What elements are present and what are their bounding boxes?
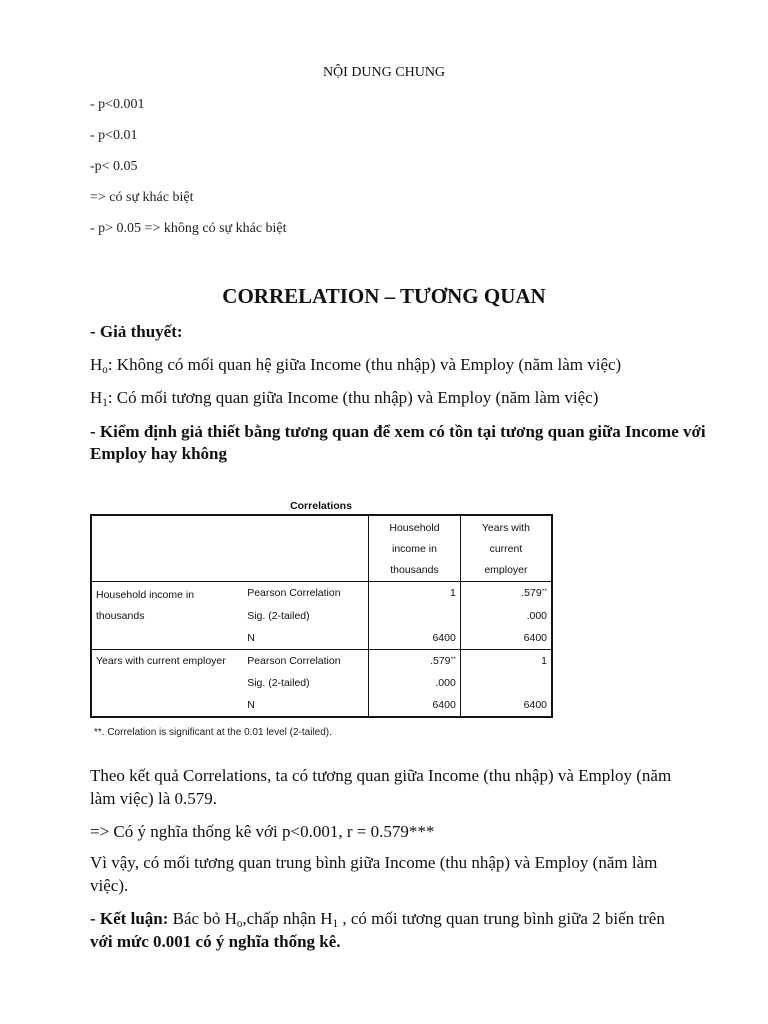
empty-header-cell bbox=[91, 515, 369, 582]
h0-subscript: o bbox=[102, 364, 108, 377]
row-variable-line: Household income in bbox=[96, 589, 195, 601]
stat-label: N bbox=[247, 699, 255, 711]
h0-line bbox=[90, 355, 621, 375]
table-cell bbox=[460, 582, 552, 605]
table-caption: Correlations bbox=[290, 500, 352, 512]
final-text: Bác bỏ H bbox=[172, 909, 237, 928]
table-cell: 1 bbox=[369, 582, 461, 605]
column-header bbox=[369, 515, 461, 582]
table-cell: 6400 bbox=[460, 627, 552, 650]
h0-text: : Không có mối quan hệ giữa Income (thu nhập) và Employ (năm làm việc) bbox=[107, 355, 622, 374]
pvalue-line: -p< 0.05 bbox=[90, 159, 138, 174]
row-variable-label bbox=[91, 582, 243, 628]
h1-subscript: 1 bbox=[102, 397, 108, 410]
table-cell: 1 bbox=[460, 650, 552, 673]
h1-text: : Có mối tương quan giữa Income (thu nhập) và Employ (năm làm việc) bbox=[107, 388, 599, 407]
table-cell: 6400 bbox=[369, 694, 461, 717]
pvalue-line: - p<0.01 bbox=[90, 128, 138, 143]
table-cell: .000 bbox=[460, 605, 552, 628]
column-header-line: income in bbox=[391, 543, 437, 555]
table-header-row bbox=[91, 515, 552, 582]
column-header-line: current bbox=[489, 543, 523, 555]
pvalue-line: => có sự khác biệt bbox=[90, 190, 194, 205]
column-header-line: thousands bbox=[390, 564, 439, 576]
so-line: việc). bbox=[90, 876, 129, 895]
pvalue-line: - p> 0.05 => không có sự khác biệt bbox=[90, 221, 287, 236]
result-line: làm việc) là 0.579. bbox=[90, 789, 217, 808]
stat-label: Sig. (2-tailed) bbox=[247, 609, 310, 622]
empty-cell bbox=[91, 694, 243, 717]
table-cell: 6400 bbox=[460, 694, 552, 717]
final-text: , có mối tương quan trung bình giữa 2 biến trên bbox=[338, 909, 665, 928]
column-header-line: Household bbox=[389, 522, 440, 534]
row-variable-label: Years with current employer bbox=[91, 650, 243, 673]
h0-symbol: H bbox=[90, 355, 103, 374]
table-row bbox=[91, 672, 552, 694]
pvalue-line: - p<0.001 bbox=[90, 97, 145, 112]
final-text: ,chấp nhận H bbox=[242, 909, 333, 928]
final-conclusion-line2: với mức 0.001 có ý nghĩa thống kê. bbox=[90, 932, 341, 951]
table-row bbox=[91, 627, 552, 650]
table-footnote: **. Correlation is significant at the 0.01 level (2-tailed). bbox=[94, 727, 332, 738]
table-row bbox=[91, 650, 552, 673]
table-cell bbox=[369, 650, 461, 673]
final-conclusion-line bbox=[90, 909, 665, 929]
stat-label: N bbox=[247, 632, 255, 644]
significance-marker: ** bbox=[541, 587, 547, 595]
column-header-line: Years with bbox=[481, 522, 530, 534]
result-line: Theo kết quả Correlations, ta có tương quan giữa Income (thu nhập) và Employ (năm bbox=[90, 766, 672, 785]
empty-cell bbox=[91, 672, 243, 694]
column-header-line: employer bbox=[484, 564, 528, 576]
so-line: Vì vậy, có mối tương quan trung bình giữa Income (thu nhập) và Employ (năm làm bbox=[90, 853, 658, 872]
stat-label: Pearson Correlation bbox=[243, 650, 368, 673]
table-row bbox=[91, 582, 552, 605]
table-row bbox=[91, 694, 552, 717]
table-cell bbox=[460, 672, 552, 694]
table-cell bbox=[369, 605, 461, 628]
test-line: Employ hay không bbox=[90, 444, 227, 463]
table-cell: 6400 bbox=[369, 627, 461, 650]
table-cell: .000 bbox=[369, 672, 461, 694]
significance-marker: ** bbox=[450, 655, 456, 663]
test-line: - Kiểm định giả thiết bằng tương quan để xem có tồn tại tương quan giữa Income với bbox=[90, 422, 706, 441]
cell-value: .579 bbox=[521, 587, 542, 600]
page-header: NỘI DUNG CHUNG bbox=[322, 65, 446, 80]
column-header bbox=[460, 515, 552, 582]
correlations-table bbox=[90, 514, 553, 718]
final-subscript: 1 bbox=[332, 918, 339, 931]
significance-line: => Có ý nghĩa thống kê với p<0.001, r = 0.579*** bbox=[90, 822, 435, 841]
hypothesis-label: - Giả thuyết: bbox=[90, 322, 183, 341]
final-subscript: o bbox=[236, 918, 243, 931]
final-label: - Kết luận: bbox=[90, 909, 173, 928]
empty-cell bbox=[91, 627, 243, 650]
stat-label: Sig. (2-tailed) bbox=[247, 677, 310, 689]
h1-symbol: H bbox=[90, 388, 103, 407]
row-variable-line: thousands bbox=[96, 610, 145, 622]
h1-line bbox=[90, 388, 598, 408]
section-title: CORRELATION – TƯƠNG QUAN bbox=[222, 284, 546, 308]
stat-label: Pearson Correlation bbox=[243, 582, 368, 605]
cell-value: .579 bbox=[430, 655, 451, 667]
